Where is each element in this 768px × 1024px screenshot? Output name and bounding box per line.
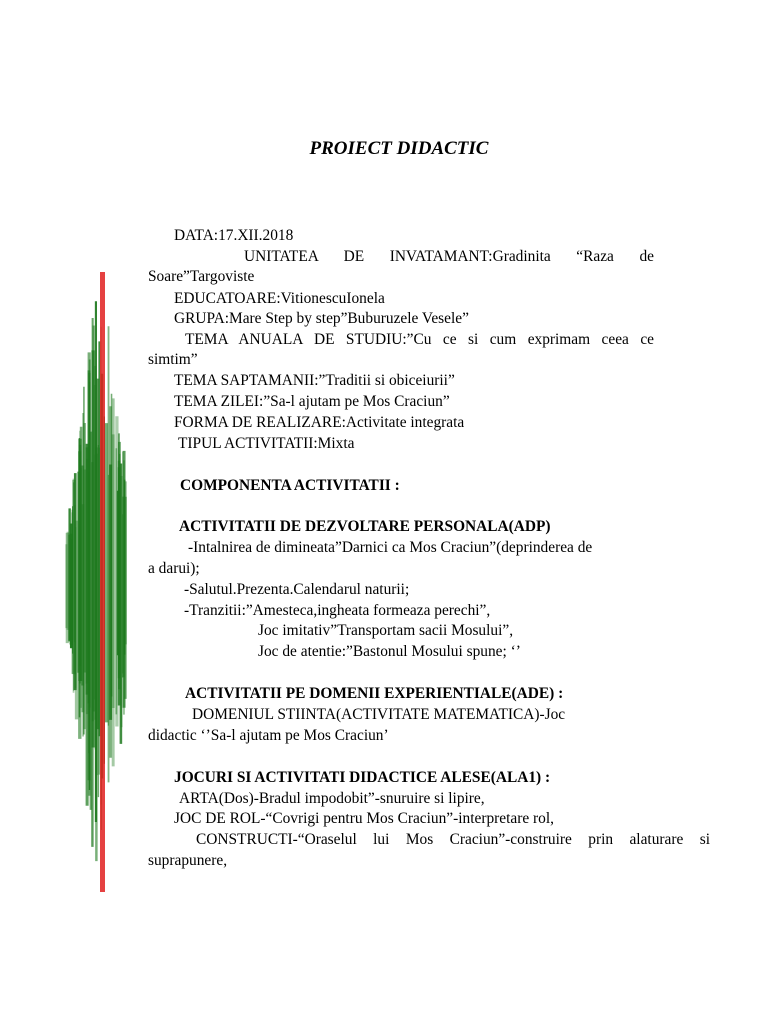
- ala-item-3-line-1: CONSTRUCTI-“Oraselul lui Mos Craciun”-construire prin alaturare si: [196, 831, 710, 848]
- adp-item-4: Joc imitativ”Transportam sacii Mosului”,: [258, 622, 514, 639]
- educatoare-line: EDUCATOARE:VitionescuIonela: [174, 290, 385, 307]
- tema-saptamanii-line: TEMA SAPTAMANII:”Traditii si obiceiurii”: [174, 372, 455, 389]
- adp-heading: ACTIVITATII DE DEZVOLTARE PERSONALA(ADP): [179, 518, 551, 535]
- componenta-heading: COMPONENTA ACTIVITATII :: [180, 477, 400, 494]
- ala-item-1: ARTA(Dos)-Bradul impodobit”-snuruire si lipire,: [179, 790, 485, 807]
- ade-heading: ACTIVITATII PE DOMENII EXPERIENTIALE(ADE) :: [185, 685, 564, 702]
- adp-item-2: -Salutul.Prezenta.Calendarul naturii;: [184, 581, 410, 598]
- tipul-line: TIPUL ACTIVITATII:Mixta: [178, 435, 355, 452]
- date-line: DATA:17.XII.2018: [174, 227, 294, 244]
- tema-anuala-line-1: TEMA ANUALA DE STUDIU:”Cu ce si cum exprimam ceea ce: [185, 331, 654, 348]
- ade-item-1-line-1: DOMENIUL STIINTA(ACTIVITATE MATEMATICA)-Joc: [192, 706, 566, 723]
- forma-line: FORMA DE REALIZARE:Activitate integrata: [174, 414, 465, 431]
- unitatea-line-1: UNITATEA DE INVATAMANT:Gradinita “Raza de: [244, 248, 654, 265]
- ala-heading: JOCURI SI ACTIVITATI DIDACTICE ALESE(ALA1) :: [174, 769, 551, 786]
- tema-anuala-line-2: simtim”: [148, 351, 198, 368]
- unitatea-line-2: Soare”Targoviste: [148, 268, 255, 285]
- document-title: PROIECT DIDACTIC: [309, 138, 489, 159]
- ala-item-2: JOC DE ROL-“Covrigi pentru Mos Craciun”-interpretare rol,: [174, 810, 554, 827]
- ala-item-3-line-2: suprapunere,: [148, 852, 228, 869]
- decorative-border-graphic: [62, 232, 130, 932]
- adp-item-1-line-2: a darui);: [148, 560, 200, 577]
- ade-item-1-line-2: didactic ‘’Sa-l ajutam pe Mos Craciun’: [148, 727, 389, 744]
- adp-item-1-line-1: -Intalnirea de dimineata”Darnici ca Mos Craciun”(deprinderea de: [188, 539, 593, 556]
- decoration-red-stroke: [100, 272, 105, 892]
- grupa-line: GRUPA:Mare Step by step”Buburuzele Vesele”: [174, 310, 469, 327]
- tema-zilei-line: TEMA ZILEI:”Sa-l ajutam pe Mos Craciun”: [174, 393, 450, 410]
- adp-item-5: Joc de atentie:”Bastonul Mosului spune; ‘’: [258, 643, 521, 660]
- adp-item-3: -Tranzitii:”Amesteca,ingheata formeaza perechi”,: [184, 602, 491, 619]
